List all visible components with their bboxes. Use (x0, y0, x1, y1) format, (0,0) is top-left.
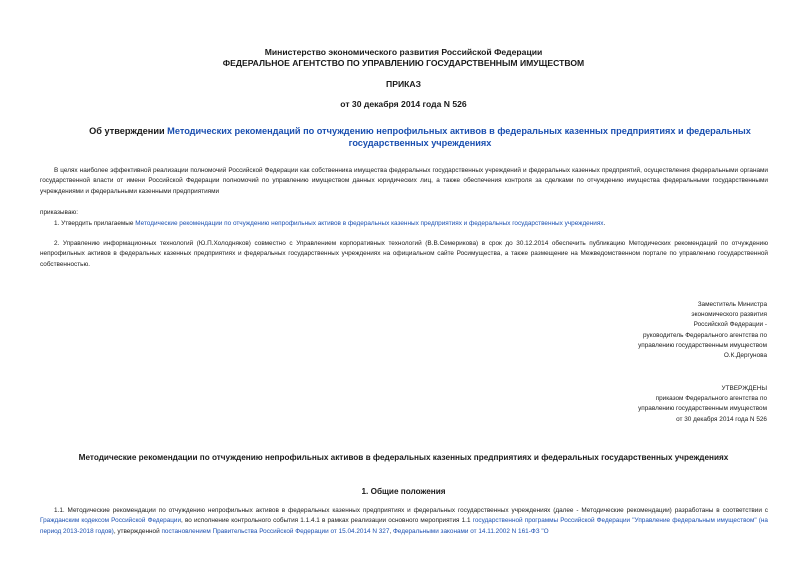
agency-name: ФЕДЕРАЛЬНОЕ АГЕНТСТВО ПО УПРАВЛЕНИЮ ГОСУДАРСТВЕННЫМ ИМУЩЕСТВОМ (222, 58, 585, 68)
government-resolution-link[interactable]: постановлением Правительства Российской Федерации от 15.04.2014 N 327 (161, 527, 390, 535)
section-1-title: 1. Общие положения (361, 487, 446, 496)
signature-line: Заместитель Министра (697, 301, 767, 308)
document-date: от 30 декабря 2014 года N 526 (340, 99, 467, 109)
approval-line: УТВЕРЖДЕНЫ (721, 385, 767, 392)
ministry-name: Министерство экономического развития Российской Федерации (264, 47, 543, 57)
section-1-paragraph-1 (40, 506, 768, 537)
signature-block (467, 300, 767, 361)
document-title-link[interactable]: Методических рекомендаций по отчуждению непрофильных активов в федеральных казенных предприятиях и федеральных государственных учреждениях (167, 126, 751, 148)
p1-text-c: , утвержденной (113, 527, 162, 535)
p1-text-d: , (389, 527, 393, 535)
order-item-1-prefix: 1. Утвердить прилагаемые (54, 220, 136, 227)
signature-line: экономического развития (691, 311, 767, 319)
order-item-1-suffix: . (603, 220, 606, 227)
approval-line: приказом Федерального агентства по (655, 395, 767, 403)
civil-code-link[interactable]: Гражданским кодексом Российской Федерации (40, 517, 182, 525)
signature-line: руководитель Федерального агентства по (643, 331, 767, 339)
p1-text-b: , во исполнение контрольного события 1.1.4.1 в рамках реализации основного мероприятия 1.1 (181, 517, 473, 525)
approval-line: от 30 декабря 2014 года N 526 (676, 415, 767, 423)
signature-line: О.К.Дергунова (723, 352, 767, 360)
order-item-1-link[interactable]: Методические рекомендации по отчуждению непрофильных активов в федеральных казенных предприятиях и федеральных государственных учреждениях (135, 220, 604, 227)
federal-laws-link[interactable]: Федеральными законами от 14.11.2002 N 161-ФЗ "О (392, 527, 549, 535)
p1-text-a: 1.1. Методические рекомендации по отчуждению непрофильных активов в федеральных казенных предприятиях и федеральных государственных учреждениях (далее - Методические рекомендации) разработаны в соответствии с (54, 507, 768, 514)
document-title (70, 125, 770, 149)
signature-line: управлению государственным имуществом (638, 341, 767, 349)
order-item-2: 2. Управлению информационных технологий (Ю.П.Холодняков) совместно с Управлением корпоративных технологий (В.В.Семерикова) в срок до 30.12.2014 обеспечить публикацию Методических рекомендаций по отчуждению непрофильных активов в федеральных казенных предприятиях и федеральных государственных учреждениях на официальном сайте Росимущества, а также размещение на Межведомственном портале по управлению государственной собственностью. (40, 240, 768, 268)
appendix-title: Методические рекомендации по отчуждению непрофильных активов в федеральных казенных предприятиях и федеральных государственных учреждениях (78, 453, 729, 462)
signature-line: Российской Федерации - (693, 321, 767, 329)
preamble-paragraph: В целях наиболее эффективной реализации полномочий Российской Федерации как собственника имущества федеральных государственных учреждений и федеральных казенных предприятий, осуществления федеральными органами государственной власти от имени Российской Федерации полномочий по управлению имуществом данных юридических лиц, а также обеспечения контроля за сделками по отчуждению имущества федеральными государственными учреждениями и федеральными казенными предприятиями (40, 167, 768, 195)
approval-line: управлению государственным имуществом (638, 405, 767, 413)
order-item-1 (40, 219, 768, 229)
document-type: ПРИКАЗ (386, 79, 421, 89)
state-program-link[interactable]: государственной программы Российской Федерации "Управление федеральным имуществом" (на период 2013-2018 годов) (40, 517, 768, 535)
order-word: приказываю: (40, 209, 78, 216)
document-title-prefix: Об утверждении (89, 126, 168, 136)
approval-block (467, 384, 767, 425)
